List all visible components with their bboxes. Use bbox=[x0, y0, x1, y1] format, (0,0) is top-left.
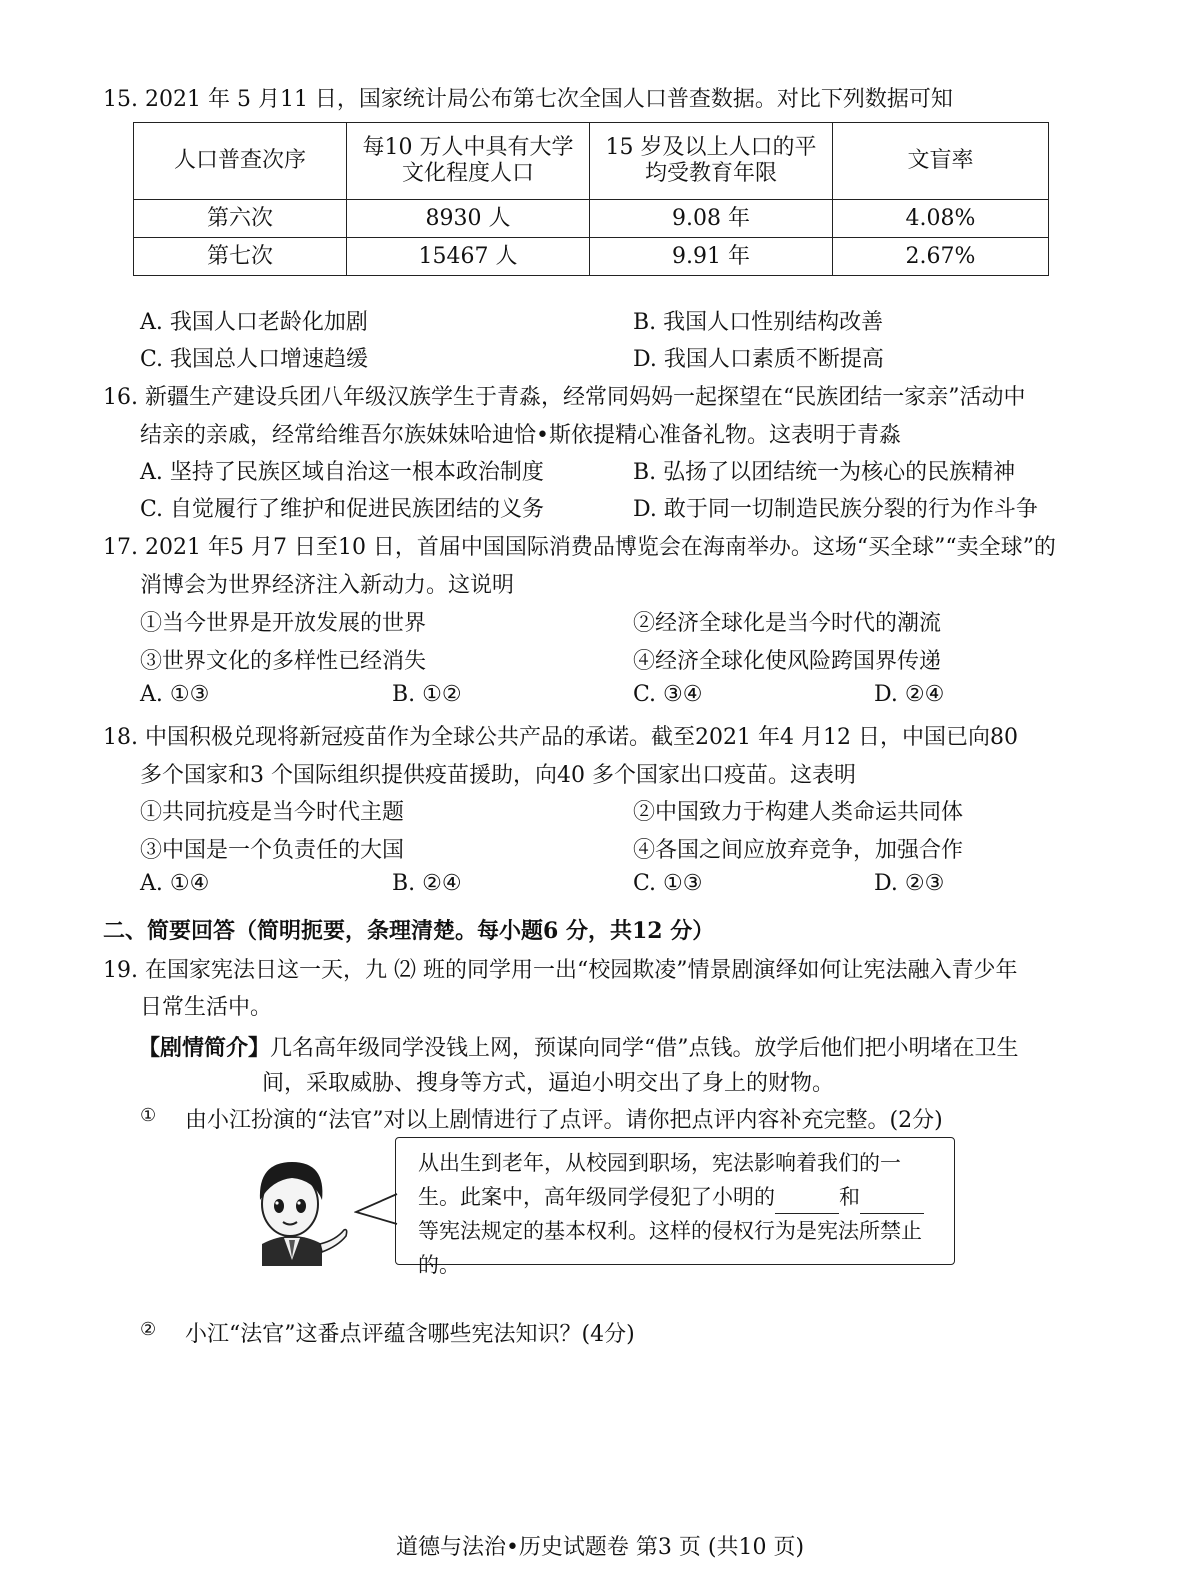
table-cell: 4.08% bbox=[833, 200, 1049, 238]
q16-option-b: B. 弘扬了以团结统一为核心的民族精神 bbox=[633, 460, 1016, 485]
q15-option-c: C. 我国总人口增速趋缓 bbox=[140, 347, 369, 372]
q18-option-c: C. ①③ bbox=[633, 871, 703, 896]
table-cell: 9.08 年 bbox=[590, 200, 833, 238]
q19-stem-line2: 日常生活中。 bbox=[140, 995, 273, 1020]
header-avg-education-years: 15 岁及以上人口的平均受教育年限 bbox=[590, 123, 833, 200]
census-table bbox=[133, 122, 1049, 276]
q18-option-b: B. ②④ bbox=[392, 871, 462, 896]
judge-avatar-icon bbox=[232, 1148, 352, 1266]
sub-question-2: 小江“法官”这番点评蕴含哪些宪法知识？(4分) bbox=[185, 1322, 635, 1347]
q18-stem-line1: 18. 中国积极兑现将新冠疫苗作为全球公共产品的承诺。截至2021 年4 月12 日，中国已向80 bbox=[103, 725, 1018, 750]
q18-statement-2: ②中国致力于构建人类命运共同体 bbox=[633, 800, 964, 825]
header-university-per-100k: 每10 万人中具有大学文化程度人口 bbox=[347, 123, 590, 200]
header-illiteracy-rate: 文盲率 bbox=[833, 123, 1049, 200]
q17-stem-line1: 17. 2021 年5 月7 日至10 日，首届中国国际消费品博览会在海南举办。这场“买全球”“卖全球”的 bbox=[103, 535, 1056, 560]
speech-bubble bbox=[395, 1137, 955, 1277]
q17-option-c: C. ③④ bbox=[633, 682, 703, 707]
q15-option-a: A. 我国人口老龄化加剧 bbox=[140, 310, 368, 335]
q15-option-d: D. 我国人口素质不断提高 bbox=[633, 347, 884, 372]
q18-option-a: A. ①④ bbox=[140, 871, 210, 896]
q18-statement-4: ④各国之间应放弃竞争，加强合作 bbox=[633, 838, 964, 863]
q17-statement-3: ③世界文化的多样性已经消失 bbox=[140, 649, 427, 674]
q17-option-a: A. ①③ bbox=[140, 682, 210, 707]
q18-statement-3: ③中国是一个负责任的大国 bbox=[140, 838, 405, 863]
table-row bbox=[134, 200, 1049, 238]
bubble-text-and: 和 bbox=[839, 1185, 860, 1209]
q17-statement-1: ①当今世界是开放发展的世界 bbox=[140, 611, 427, 636]
q16-option-a: A. 坚持了民族区域自治这一根本政治制度 bbox=[140, 460, 544, 485]
q18-statement-1: ①共同抗疫是当今时代主题 bbox=[140, 800, 405, 825]
plot-intro bbox=[138, 1031, 1019, 1062]
q19-stem-line1: 19. 在国家宪法日这一天，九 ⑵ 班的同学用一出“校园欺凌”情景剧演绎如何让宪法融入青少年 bbox=[103, 958, 1018, 983]
q15-option-b: B. 我国人口性别结构改善 bbox=[633, 310, 884, 335]
table-cell: 2.67% bbox=[833, 238, 1049, 276]
table-cell: 第六次 bbox=[134, 200, 347, 238]
q17-option-b: B. ①② bbox=[392, 682, 462, 707]
q17-statement-4: ④经济全球化使风险跨国界传递 bbox=[633, 649, 942, 674]
plot-intro-line1: 几名高年级同学没钱上网，预谋向同学“借”点钱。放学后他们把小明堵在卫生 bbox=[270, 1036, 1019, 1061]
q15-stem: 15. 2021 年 5 月11 日，国家统计局公布第七次全国人口普查数据。对比下列数据可知 bbox=[103, 87, 953, 112]
table-cell: 第七次 bbox=[134, 238, 347, 276]
table-cell: 9.91 年 bbox=[590, 238, 833, 276]
q16-stem-line1: 16. 新疆生产建设兵团八年级汉族学生于青淼，经常同妈妈一起探望在“民族团结一家亲”活动中 bbox=[103, 385, 1026, 410]
q18-stem-line2: 多个国家和3 个国际组织提供疫苗援助，向40 多个国家出口疫苗。这表明 bbox=[140, 763, 856, 788]
bubble-text-1: 从出生到老年，从校园到职场，宪法影响着我们的一生。此案中，高年级同学侵犯了小明的 bbox=[418, 1151, 901, 1209]
q16-stem-line2: 结亲的亲戚，经常给维吾尔族妹妹哈迪恰•斯依提精心准备礼物。这表明于青淼 bbox=[140, 423, 901, 448]
table-cell: 15467 人 bbox=[347, 238, 590, 276]
q17-stem-line2: 消博会为世界经济注入新动力。这说明 bbox=[140, 573, 515, 598]
plot-intro-label: 【剧情简介】 bbox=[138, 1035, 271, 1061]
answer-blank-2[interactable] bbox=[860, 1191, 924, 1214]
q18-option-d: D. ②③ bbox=[874, 871, 945, 896]
q16-option-c: C. 自觉履行了维护和促进民族团结的义务 bbox=[140, 497, 545, 522]
sub-question-1: 由小江扮演的“法官”对以上剧情进行了点评。请你把点评内容补充完整。(2分) bbox=[185, 1108, 943, 1133]
page-footer: 道德与法治•历史试题卷 第3 页 (共10 页) bbox=[395, 1535, 805, 1560]
section-heading: 二、简要回答（简明扼要，条理清楚。每小题6 分，共12 分） bbox=[103, 918, 715, 944]
sub-question-1-number: ① bbox=[140, 1105, 157, 1126]
q17-statement-2: ②经济全球化是当今时代的潮流 bbox=[633, 611, 942, 636]
table-header-row bbox=[134, 123, 1049, 200]
header-census-order: 人口普查次序 bbox=[134, 123, 347, 200]
speech-bubble-tail-icon bbox=[354, 1190, 398, 1230]
bubble-text-2: 等宪法规定的基本权利。这样的侵权行为是宪法所禁止的。 bbox=[418, 1219, 922, 1277]
sub-question-2-number: ② bbox=[140, 1319, 157, 1340]
plot-intro-line2: 间，采取威胁、搜身等方式，逼迫小明交出了身上的财物。 bbox=[262, 1071, 835, 1096]
q17-option-d: D. ②④ bbox=[874, 682, 945, 707]
answer-blank-1[interactable] bbox=[775, 1191, 839, 1214]
table-cell: 8930 人 bbox=[347, 200, 590, 238]
q16-option-d: D. 敢于同一切制造民族分裂的行为作斗争 bbox=[633, 497, 1038, 522]
table-row bbox=[134, 238, 1049, 276]
